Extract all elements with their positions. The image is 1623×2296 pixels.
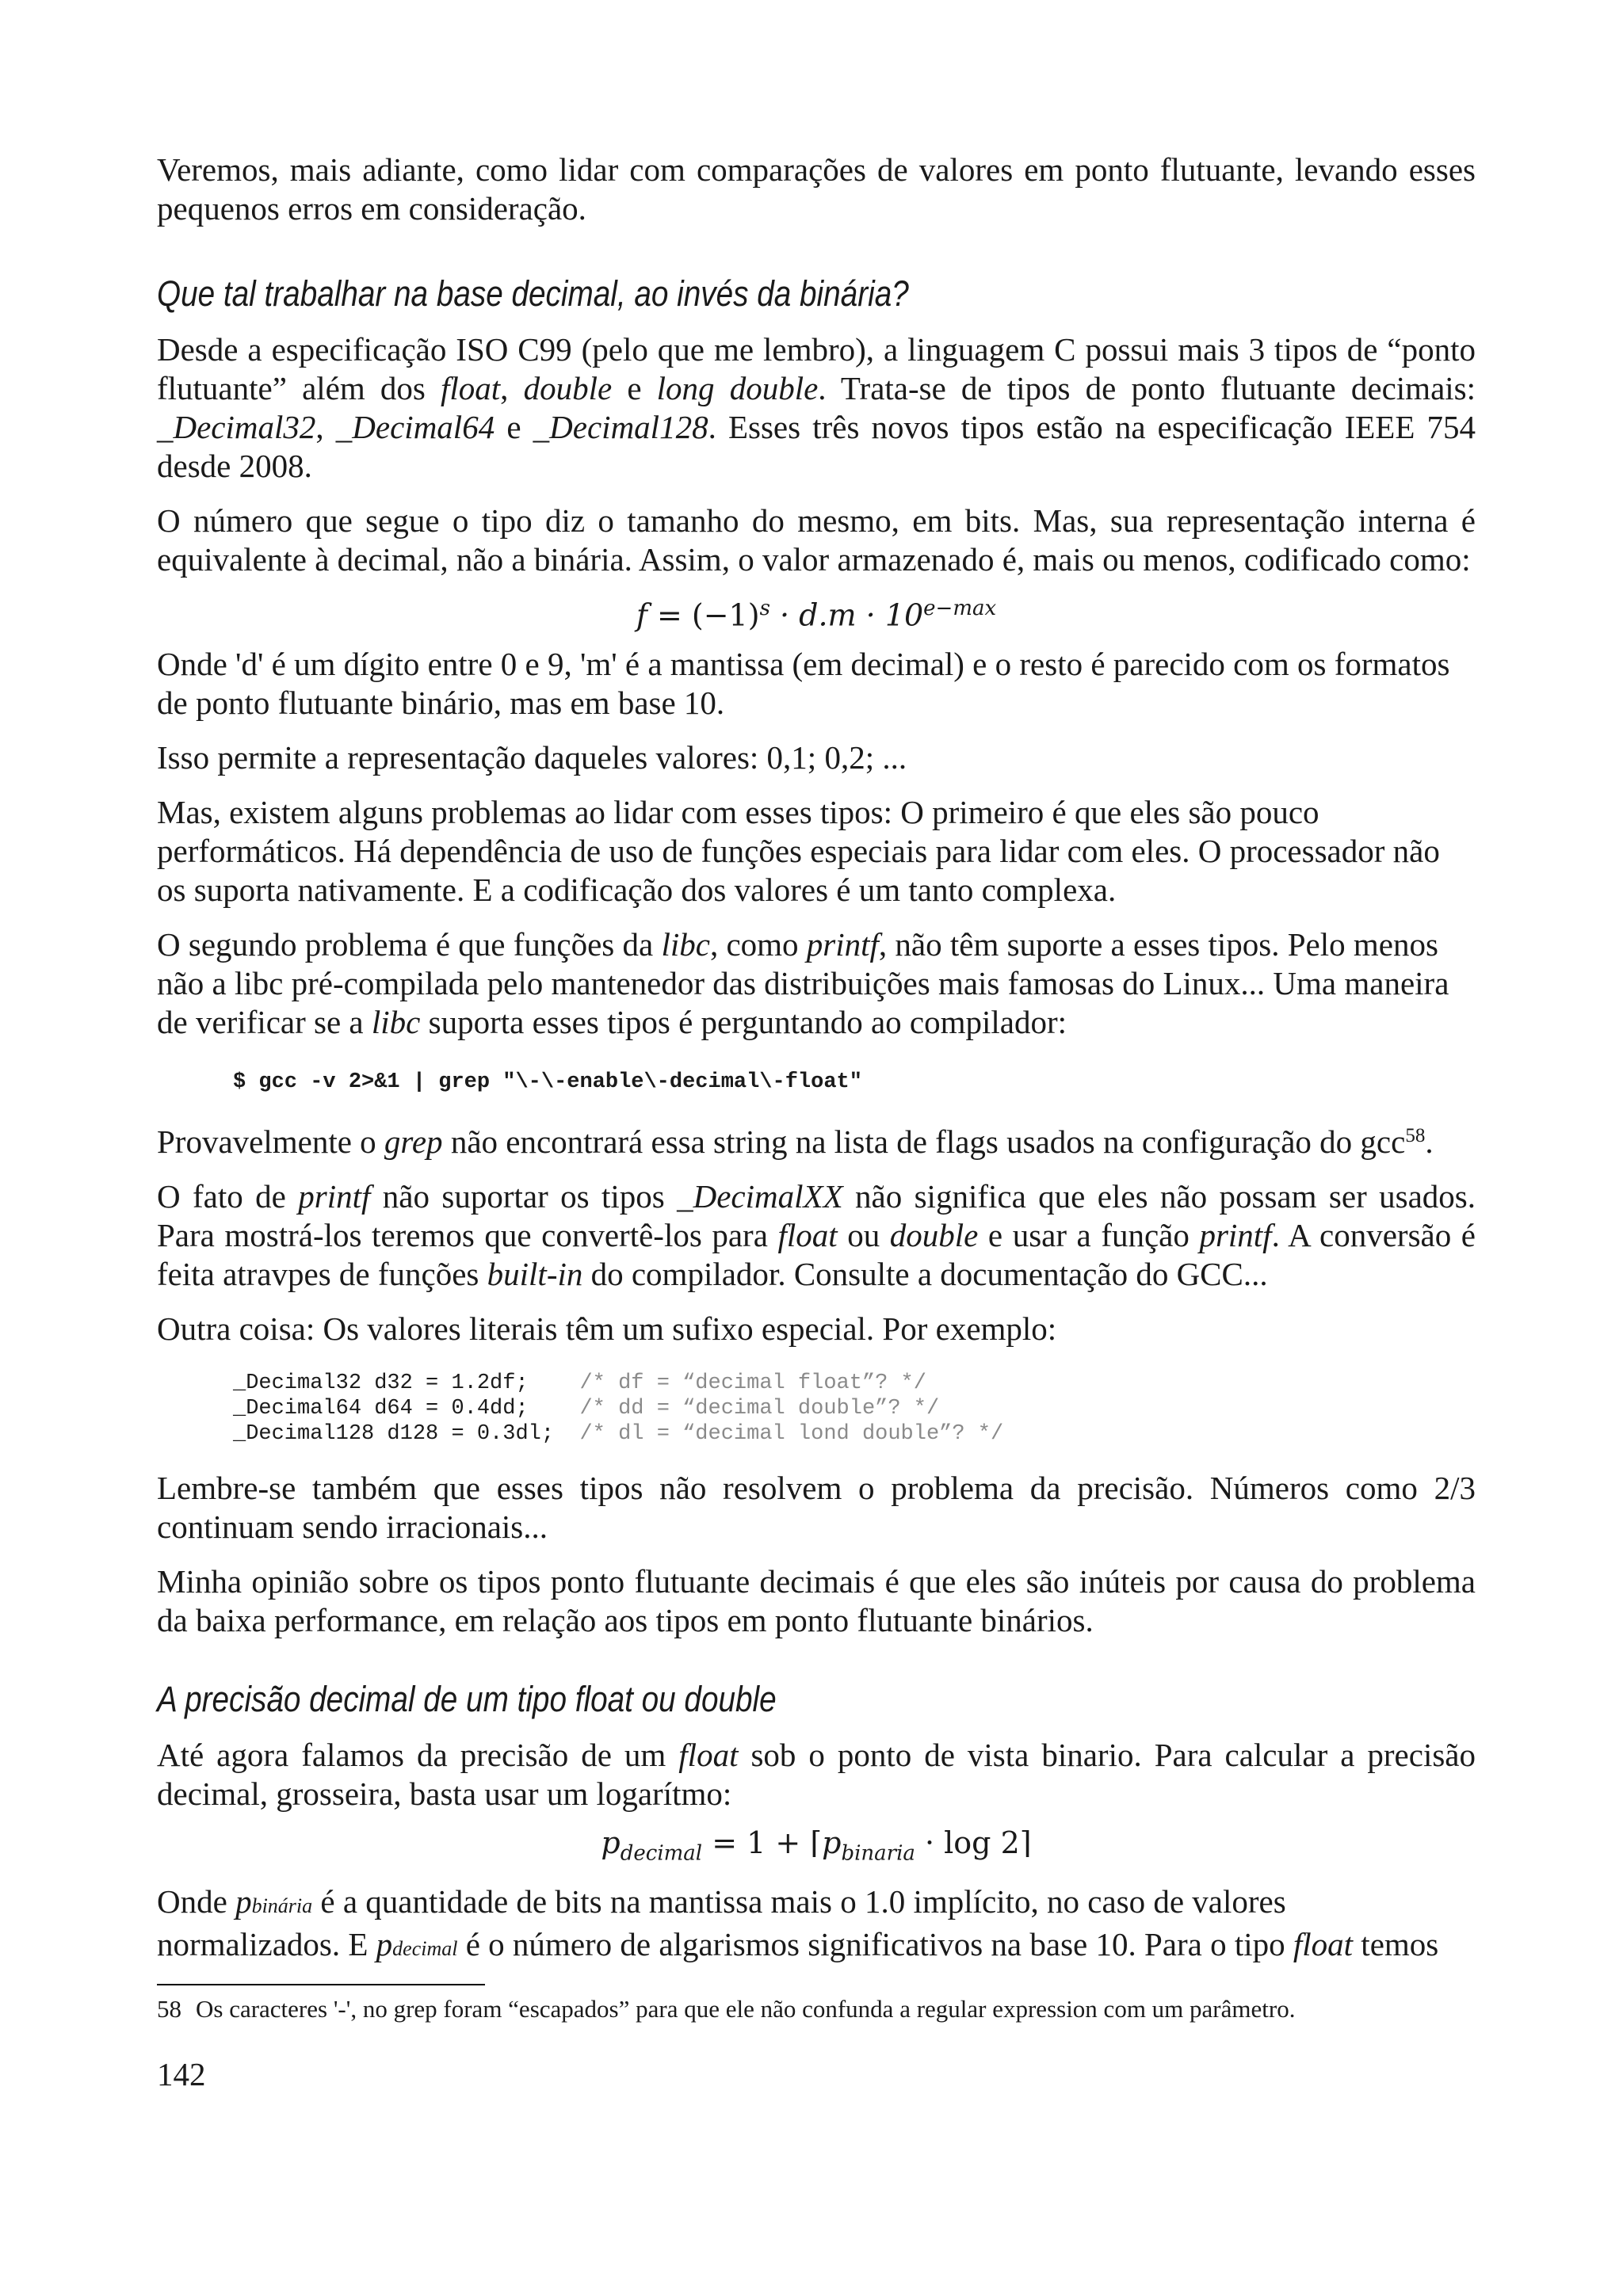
text-run: não suportar os tipos: [370, 1177, 678, 1215]
code-line: [233, 1371, 1476, 1396]
term-decimalxx: _DecimalXX: [677, 1177, 843, 1215]
term-double: double: [523, 370, 613, 406]
paragraph-intro: Veremos, mais adiante, como lidar com comparações de valores em ponto flutuante, levando esses pequenos erros em consideração.: [157, 151, 1476, 227]
paragraph-log-precision: [157, 1736, 1476, 1814]
text-run: . A conversão é feita atravpes de funções: [157, 1216, 1476, 1292]
formula-text: · log 2⌉: [915, 1825, 1032, 1860]
term-decimal64: _Decimal64: [335, 409, 495, 445]
text-run: e: [495, 409, 533, 445]
term-float: float: [678, 1736, 739, 1773]
formula-decimal-precision: [157, 1823, 1476, 1874]
formula-var: p: [822, 1825, 842, 1860]
text-run: ou: [837, 1216, 890, 1253]
code-line: [233, 1396, 1476, 1421]
code-comment: /* dl = “decimal lond double”? */: [579, 1421, 1004, 1446]
text-run: é o número de algarismos significativos na base 10. Para o tipo: [457, 1926, 1293, 1963]
formula-exponent: e−max: [923, 597, 997, 620]
text-run: ,: [500, 370, 524, 406]
text-run: ,: [315, 409, 336, 445]
subscript-binaria: binária: [251, 1894, 313, 1918]
term-double: double: [889, 1216, 979, 1253]
term-built-in: built-in: [487, 1255, 583, 1292]
term-p: p: [235, 1883, 252, 1920]
formula-text: = 1 + ⌈: [702, 1825, 823, 1860]
text-run: suporta esses tipos é perguntando ao compilador:: [420, 1003, 1067, 1040]
paragraph-definitions: [157, 1882, 1476, 1968]
paragraph-representation: O número que segue o tipo diz o tamanho do mesmo, em bits. Mas, sua representação interna é equivalente à decimal, não a binária. Assim, o valor armazenado é, mais ou menos, codificado como:: [157, 502, 1476, 578]
text-run: Provavelmente o: [157, 1123, 384, 1160]
term-long-double: long double: [656, 370, 819, 406]
footnote-text: Os caracteres '-', no grep foram “escapados” para que ele não confunda a regular expression com um parâmetro.: [196, 1995, 1296, 2023]
paragraph-literals: Outra coisa: Os valores literais têm um sufixo especial. Por exemplo:: [157, 1310, 1057, 1347]
paragraph-problems: Mas, existem alguns problemas ao lidar com esses tipos: O primeiro é que eles são pouco performáticos. Há dependência de uso de funções especiais para lidar com eles. O processador não os suporta nativamente. E a codificação dos valores é um tanto complexa.: [157, 793, 1440, 908]
text-run: . Trata-se de tipos de ponto flutuante decimais:: [818, 370, 1476, 406]
footnote-number: 58: [157, 1995, 181, 2023]
code-comment: /* df = “decimal float”? */: [579, 1371, 926, 1395]
text-run: . Esses três novos tipos estão na especificação IEEE 754 desde 2008.: [157, 409, 1476, 484]
formula-text: = (−1): [647, 597, 760, 633]
text-run: não encontrará essa string na lista de flags usados na configuração do gcc: [442, 1123, 1406, 1160]
page-number: 142: [157, 2056, 206, 2093]
shell-command: $ gcc -v 2>&1 | grep "\-\-enable\-decimal\-float": [233, 1070, 862, 1094]
term-printf: printf: [1199, 1216, 1272, 1253]
code-text: _Decimal128 d128 = 0.3dl;: [233, 1421, 580, 1446]
term-libc: libc: [661, 925, 710, 963]
section-heading-decimal-precision: A precisão decimal de um tipo float ou double: [157, 1678, 777, 1719]
paragraph-values: Isso permite a representação daqueles valores: 0,1; 0,2; ...: [157, 738, 907, 776]
section-heading-decimal-base: Que tal trabalhar na base decimal, ao invés da binária?: [157, 273, 909, 314]
text-run: não significa que eles não possam ser usados. Para mostrá-los teremos que convertê-los para: [157, 1177, 1476, 1253]
formula-subscript: decimal: [620, 1841, 703, 1866]
paragraph-opinion: Minha opinião sobre os tipos ponto flutuante decimais é que eles são inúteis por causa do problema da baixa performance, em relação aos tipos em ponto flutuante binários.: [157, 1562, 1476, 1638]
paragraph-printf: [157, 1177, 1476, 1294]
text-run: Desde a especificação ISO C99 (pelo que me lembro), a linguagem C possui mais 3 tipos de “ponto flutuante” além dos: [157, 331, 1476, 406]
code-comment: /* dd = “decimal double”? */: [579, 1396, 940, 1421]
text-run: Onde: [157, 1883, 236, 1920]
term-float: float: [777, 1216, 838, 1253]
paragraph-grep: [157, 1123, 1476, 1161]
footnote: [157, 1993, 1476, 2025]
text-run: e: [612, 370, 657, 406]
formula-var: p: [601, 1825, 621, 1860]
text-run: sob o ponto de vista binario. Para calcular a precisão decimal, grosseira, basta usar um logarítmo:: [157, 1736, 1476, 1812]
paragraph-libc: [157, 925, 1476, 1042]
code-text: _Decimal32 d32 = 1.2df;: [233, 1371, 580, 1395]
term-decimal128: _Decimal128: [533, 409, 708, 445]
text-run: temos: [1353, 1926, 1439, 1963]
text-run: do compilador. Consulte a documentação do GCC...: [582, 1255, 1268, 1292]
term-printf: printf: [806, 925, 879, 963]
paragraph-c99-types: [157, 330, 1476, 486]
term-float: float: [440, 370, 501, 406]
text-run: Até agora falamos da precisão de um: [157, 1736, 679, 1773]
formula-exponent: s: [759, 597, 770, 620]
term-libc: libc: [371, 1003, 421, 1040]
text-run: e usar a função: [978, 1216, 1200, 1253]
document-page: [157, 151, 1476, 2094]
term-decimal32: _Decimal32: [157, 409, 316, 445]
text-run: .: [1425, 1123, 1434, 1160]
formula-decimal-encoding: [157, 589, 1476, 635]
code-text: _Decimal64 d64 = 0.4dd;: [233, 1396, 580, 1421]
subscript-decimal: decimal: [392, 1937, 458, 1961]
formula-text: · d.m · 10: [769, 597, 924, 633]
code-block-literals: [233, 1371, 1476, 1447]
paragraph-precision-note: Lembre-se também que esses tipos não resolvem o problema da precisão. Números como 2/3 continuam sendo irracionais...: [157, 1469, 1476, 1545]
text-run: O segundo problema é que funções da: [157, 925, 662, 963]
term-p: p: [376, 1926, 393, 1963]
footnote-reference[interactable]: 58: [1405, 1124, 1426, 1146]
text-run: , não têm suporte a esses tipos. Pelo menos não a libc pré-compilada pelo mantenedor das distribuições mais famosas do Linux... Uma maneira de verificar se a: [157, 925, 1449, 1040]
text-run: , como: [709, 925, 807, 963]
footnote-divider: [157, 1984, 485, 1985]
paragraph-digits: Onde 'd' é um dígito entre 0 e 9, 'm' é a mantissa (em decimal) e o resto é parecido com os formatos de ponto flutuante binário, mas em base 10.: [157, 645, 1450, 721]
term-grep: grep: [384, 1123, 443, 1160]
code-line: [233, 1421, 1476, 1447]
formula-var: f: [636, 597, 647, 633]
formula-subscript: binaria: [841, 1841, 915, 1866]
text-run: é a quantidade de bits na mantissa mais o 1.0 implícito, no caso de valores normalizados. E: [157, 1883, 1286, 1963]
text-run: O fato de: [157, 1177, 299, 1215]
term-float: float: [1293, 1926, 1354, 1963]
term-printf: printf: [298, 1177, 371, 1215]
